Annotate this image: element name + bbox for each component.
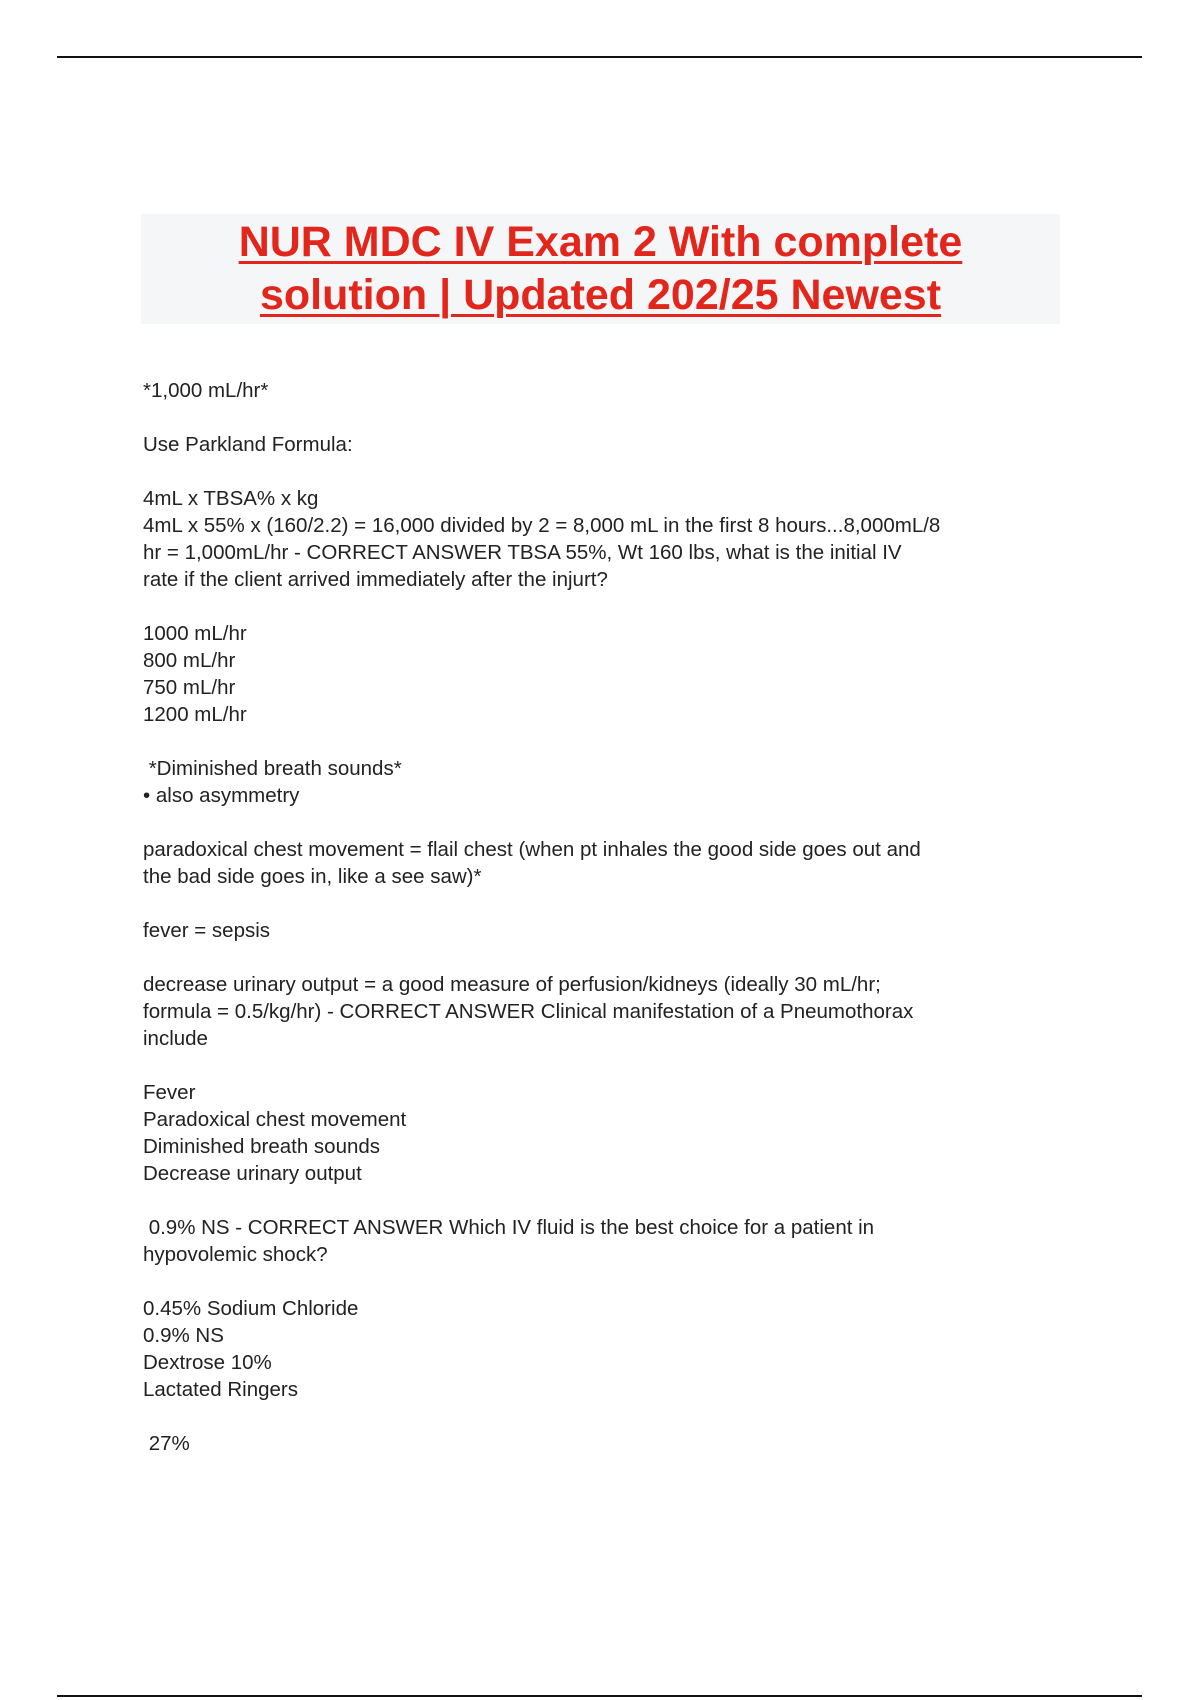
option-item: Lactated Ringers (143, 1378, 298, 1401)
text-line: *1,000 mL/hr* (143, 379, 269, 402)
option-item: 1200 mL/hr (143, 703, 247, 726)
bottom-divider (57, 1695, 1142, 1697)
paragraph-parkland-heading (143, 431, 1073, 458)
option-item: 0.9% NS (143, 1324, 224, 1347)
answer-options-pneumothorax (143, 1079, 1073, 1187)
answer-options-iv-rate (143, 620, 1073, 728)
bullet-line: • also asymmetry (143, 784, 300, 807)
option-item: Decrease urinary output (143, 1162, 362, 1185)
title-line-2: solution | Updated 202/25 Newest (259, 271, 942, 319)
document-body (143, 377, 1073, 1484)
text-line: decrease urinary output = a good measure of perfusion/kidneys (ideally 30 mL/hr; (143, 973, 881, 996)
document-title (141, 214, 1060, 324)
paragraph-percentage (143, 1430, 1073, 1457)
text-line: 27% (143, 1432, 190, 1455)
text-line: the bad side goes in, like a see saw)* (143, 865, 482, 888)
paragraph-urinary-output (143, 971, 1073, 1052)
option-item: 1000 mL/hr (143, 622, 247, 645)
option-item: Paradoxical chest movement (143, 1108, 407, 1131)
text-line: 0.9% NS - CORRECT ANSWER Which IV fluid is the best choice for a patient in (143, 1216, 875, 1239)
title-line-1: NUR MDC IV Exam 2 With complete (238, 218, 963, 266)
text-line: hypovolemic shock? (143, 1243, 328, 1266)
option-item: Dextrose 10% (143, 1351, 272, 1374)
text-line: Use Parkland Formula: (143, 433, 353, 456)
paragraph-fever (143, 917, 1073, 944)
paragraph-paradoxical-movement (143, 836, 1073, 890)
text-line: hr = 1,000mL/hr - CORRECT ANSWER TBSA 55%, Wt 160 lbs, what is the initial IV (143, 541, 902, 564)
paragraph-answer-rate (143, 377, 1073, 404)
text-line: paradoxical chest movement = flail chest (when pt inhales the good side goes out and (143, 838, 921, 861)
text-line: formula = 0.5/kg/hr) - CORRECT ANSWER Clinical manifestation of a Pneumothorax (143, 1000, 914, 1023)
paragraph-iv-fluid-question (143, 1214, 1073, 1268)
option-item: 800 mL/hr (143, 649, 236, 672)
text-line: *Diminished breath sounds* (143, 757, 402, 780)
paragraph-parkland-calculation (143, 485, 1073, 593)
text-line: fever = sepsis (143, 919, 271, 942)
text-line: rate if the client arrived immediately after the injurt? (143, 568, 608, 591)
top-divider (57, 56, 1142, 58)
paragraph-breath-sounds (143, 755, 1073, 809)
option-item: 750 mL/hr (143, 676, 236, 699)
answer-options-iv-fluid (143, 1295, 1073, 1403)
text-line: 4mL x TBSA% x kg (143, 487, 319, 510)
option-item: 0.45% Sodium Chloride (143, 1297, 359, 1320)
text-line: 4mL x 55% x (160/2.2) = 16,000 divided by 2 = 8,000 mL in the first 8 hours...8,000mL/8 (143, 514, 941, 537)
option-item: Diminished breath sounds (143, 1135, 381, 1158)
option-item: Fever (143, 1081, 196, 1104)
text-line: include (143, 1027, 208, 1050)
